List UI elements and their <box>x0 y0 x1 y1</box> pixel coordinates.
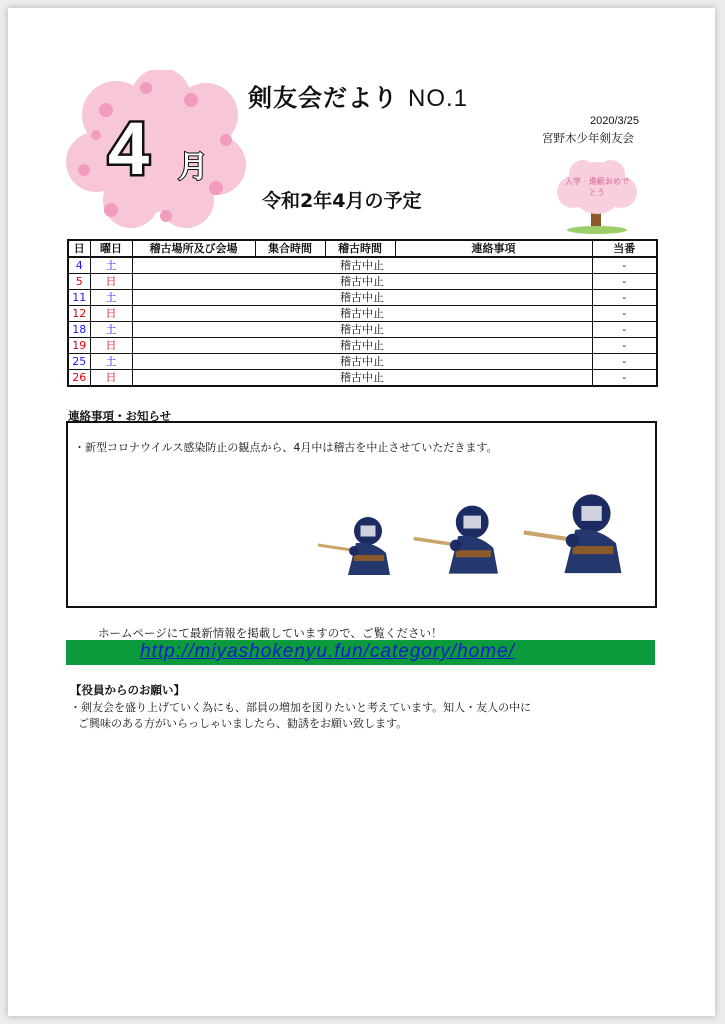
schedule-table <box>67 239 658 387</box>
status-cell: 稽古中止 <box>132 290 592 306</box>
request-heading: 【役員からのお願い】 <box>70 683 185 697</box>
newsletter-title <box>248 78 468 113</box>
request-line: ・剣友会を盛り上げていく為にも、部員の増加を図りたいと考えています。知人・友人の中に <box>70 701 532 714</box>
duty-cell: - <box>592 257 657 274</box>
schedule-subtitle: 令和2年4月の予定 <box>262 190 422 212</box>
duty-cell: - <box>592 370 657 387</box>
table-row <box>68 354 657 370</box>
duty-cell: - <box>592 274 657 290</box>
month-number: 4 <box>108 107 150 190</box>
duty-cell: - <box>592 306 657 322</box>
status-cell: 稽古中止 <box>132 338 592 354</box>
notice-box <box>66 421 657 608</box>
duty-cell: - <box>592 322 657 338</box>
duty-cell: - <box>592 290 657 306</box>
document-page <box>8 8 715 1016</box>
notice-text: ・新型コロナウイルス感染防止の観点から、4月中は稽古を中止させていただきます。 <box>74 441 498 454</box>
title-text: 剣友会だより <box>248 84 398 112</box>
day-cell: 18 <box>68 322 90 338</box>
weekday-cell: 土 <box>90 257 132 274</box>
weekday-cell: 土 <box>90 322 132 338</box>
status-cell: 稽古中止 <box>132 322 592 338</box>
month-badge <box>66 70 246 230</box>
column-header: 曜日 <box>90 240 132 257</box>
congrats-illustration <box>553 156 641 236</box>
table-row <box>68 322 657 338</box>
table-row <box>68 306 657 322</box>
weekday-cell: 日 <box>90 370 132 387</box>
table-row <box>68 290 657 306</box>
request-line: ご興味のある方がいらっしゃいましたら、勧誘をお願い致します。 <box>78 717 408 730</box>
duty-cell: - <box>592 338 657 354</box>
homepage-link[interactable]: http://miyashokenyu.fun/category/home/ <box>140 641 515 662</box>
issue-date: 2020/3/25 <box>590 115 639 127</box>
link-bar <box>66 640 655 665</box>
column-header: 当番 <box>592 240 657 257</box>
weekday-cell: 日 <box>90 274 132 290</box>
table-row <box>68 257 657 274</box>
homepage-text: ホームページにて最新情報を掲載していますので、ご覧ください！ <box>98 626 443 640</box>
day-cell: 5 <box>68 274 90 290</box>
weekday-cell: 土 <box>90 290 132 306</box>
weekday-cell: 日 <box>90 338 132 354</box>
status-cell: 稽古中止 <box>132 257 592 274</box>
kendo-player-icon <box>413 501 508 583</box>
duty-cell: - <box>592 354 657 370</box>
table-row <box>68 338 657 354</box>
column-header: 集合時間 <box>255 240 325 257</box>
cherry-blossom-icon <box>66 70 246 230</box>
kendo-player-icon <box>318 513 398 583</box>
weekday-cell: 土 <box>90 354 132 370</box>
notice-label: 連絡事項・お知らせ <box>68 409 172 423</box>
status-cell: 稽古中止 <box>132 306 592 322</box>
kendo-player-icon <box>523 489 633 584</box>
day-cell: 11 <box>68 290 90 306</box>
status-cell: 稽古中止 <box>132 370 592 387</box>
table-row <box>68 370 657 387</box>
day-cell: 12 <box>68 306 90 322</box>
day-cell: 4 <box>68 257 90 274</box>
day-cell: 19 <box>68 338 90 354</box>
day-cell: 25 <box>68 354 90 370</box>
column-header: 日 <box>68 240 90 257</box>
weekday-cell: 日 <box>90 306 132 322</box>
congrats-text: 入学・進級おめでとう <box>565 177 629 197</box>
request-text <box>70 700 531 732</box>
column-header: 稽古場所及び会場 <box>132 240 255 257</box>
status-cell: 稽古中止 <box>132 274 592 290</box>
column-header: 稽古時間 <box>325 240 395 257</box>
table-header-row <box>68 240 657 257</box>
issue-number: NO.1 <box>408 85 469 112</box>
day-cell: 26 <box>68 370 90 387</box>
table-row <box>68 274 657 290</box>
month-kanji: 月 <box>178 150 208 185</box>
club-name: 宮野木少年剣友会 <box>542 131 634 145</box>
status-cell: 稽古中止 <box>132 354 592 370</box>
column-header: 連絡事項 <box>395 240 592 257</box>
